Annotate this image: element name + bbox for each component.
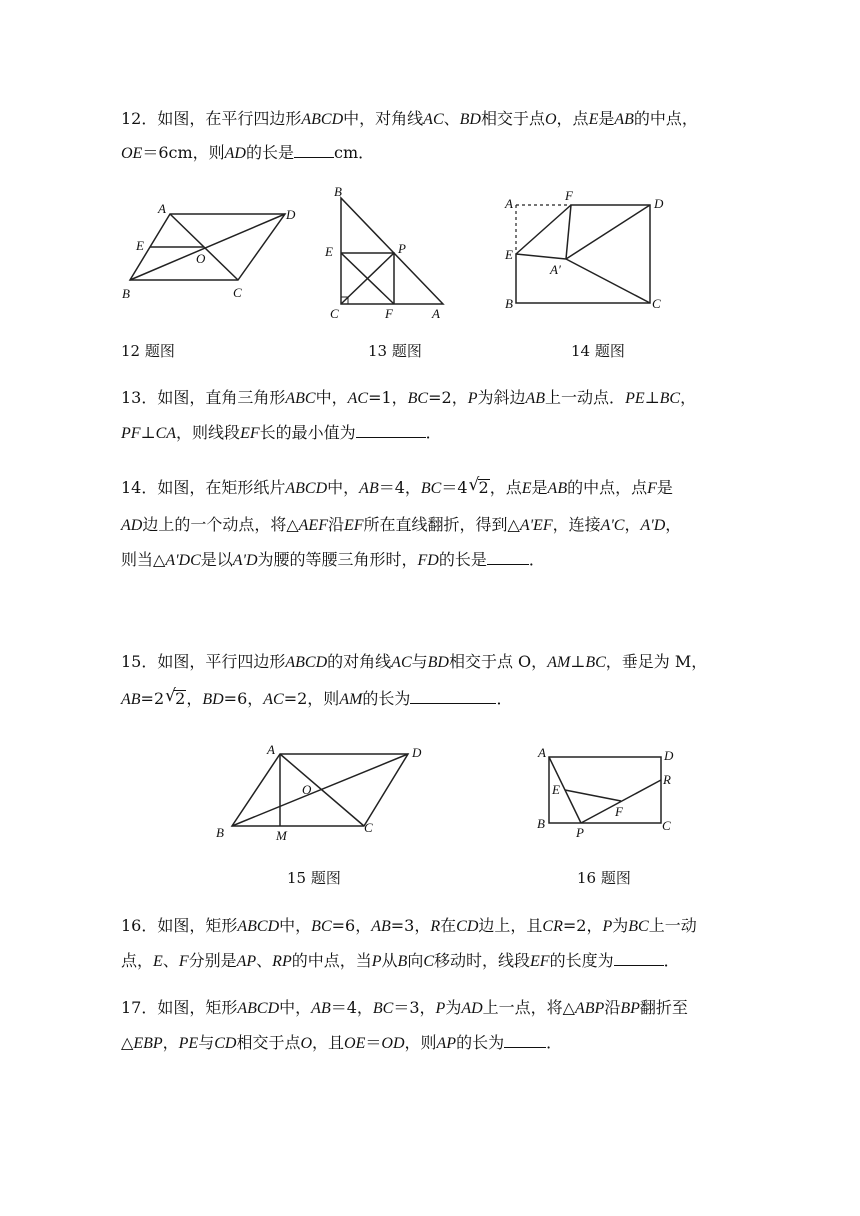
figure-15 (212, 740, 437, 850)
label-A: A (505, 196, 513, 211)
q14-line-1: 14．如图，在矩形纸片ABCD中，AB＝4，BC＝4√ 2，点E是AB的中点，点F是 (121, 477, 761, 500)
label-A: A (538, 745, 546, 760)
q17-line-2: △EBP，PE与CD相交于点O，且OE＝OD，则AP的长为 ． (121, 1033, 563, 1052)
q17-line-1: 17．如图，矩形ABCD中，AB＝4，BC＝3，P为AD上一点，将△ABP沿BP翻折至 (121, 998, 688, 1017)
answer-blank (487, 549, 529, 565)
label-A-prime: A′ (550, 262, 561, 277)
label-B: B (537, 816, 545, 831)
label-B: B (505, 296, 513, 311)
label-D: D (286, 207, 296, 222)
label-A: A (158, 201, 166, 216)
q12-line-1: 12．如图，在平行四边形ABCD中，对角线AC、BD相交于点O，点E是AB的中点， (121, 109, 698, 128)
caption-16: 16 题图 (577, 869, 631, 887)
answer-blank (410, 688, 496, 704)
caption-14: 14 题图 (571, 342, 625, 360)
q15-line-2: AB=2√ 2，BD=6，AC=2，则AM的长为 ． (121, 688, 761, 711)
label-E: E (505, 247, 513, 262)
q16-line-1: 16．如图，矩形ABCD中，BC=6，AB=3，R在CD边上，且CR=2，P为BC上一动 (121, 916, 697, 935)
label-C: C (662, 818, 671, 833)
answer-blank (504, 1032, 546, 1048)
label-O: O (302, 782, 312, 797)
caption-12: 12 题图 (121, 342, 175, 360)
label-E: E (136, 238, 144, 253)
q15-line-1: 15．如图，平行四边形ABCD的对角线AC与BD相交于点 O，AM⊥BC，垂足为 M， (121, 652, 708, 671)
label-C: C (233, 285, 242, 300)
label-F: F (385, 306, 393, 321)
q12-line-2: OE＝6cm，则AD的长是 cm． (121, 143, 375, 162)
sqrt-symbol: √ 2 (165, 688, 186, 710)
label-P: P (576, 825, 584, 840)
answer-blank (356, 422, 426, 438)
label-P: P (398, 241, 406, 256)
figure-16 (532, 742, 692, 842)
label-B: B (122, 286, 130, 301)
label-R: R (663, 772, 671, 787)
caption-15: 15 题图 (287, 869, 341, 887)
sqrt-symbol: √ 2 (469, 477, 490, 499)
figure-14 (500, 186, 680, 316)
q16-line-2: 点，E、F分别是AP、RP的中点，当P从B向C移动时，线段EF的长度为 ． (121, 951, 680, 970)
label-A: A (267, 742, 275, 757)
answer-blank (294, 142, 334, 158)
label-F: F (565, 188, 573, 203)
label-D: D (664, 748, 674, 763)
caption-13: 13 题图 (368, 342, 422, 360)
label-B: B (334, 184, 342, 199)
answer-blank (614, 950, 664, 966)
label-O: O (196, 251, 206, 266)
label-E: E (552, 782, 560, 797)
label-C: C (330, 306, 339, 321)
q13-line-2: PF⊥CA，则线段EF长的最小值为 ． (121, 423, 442, 442)
label-E: E (325, 244, 333, 259)
q14-line-2: AD边上的一个动点，将△AEF沿EF所在直线翻折，得到△A'EF，连接A'C，A'D， (121, 515, 682, 534)
label-C: C (364, 820, 373, 835)
label-M: M (276, 828, 287, 843)
label-D: D (412, 745, 422, 760)
figure-13 (322, 183, 452, 323)
label-B: B (216, 825, 224, 840)
label-C: C (652, 296, 661, 311)
figure-12 (118, 195, 308, 305)
label-D: D (654, 196, 664, 211)
label-F: F (615, 804, 623, 819)
label-A: A (432, 306, 440, 321)
q14-line-3: 则当△A'DC是以A'D为腰的等腰三角形时，FD的长是 ． (121, 550, 545, 569)
q13-line-1: 13．如图，直角三角形ABC中，AC=1，BC=2，P为斜边AB上一动点．PE⊥BC， (121, 388, 697, 407)
